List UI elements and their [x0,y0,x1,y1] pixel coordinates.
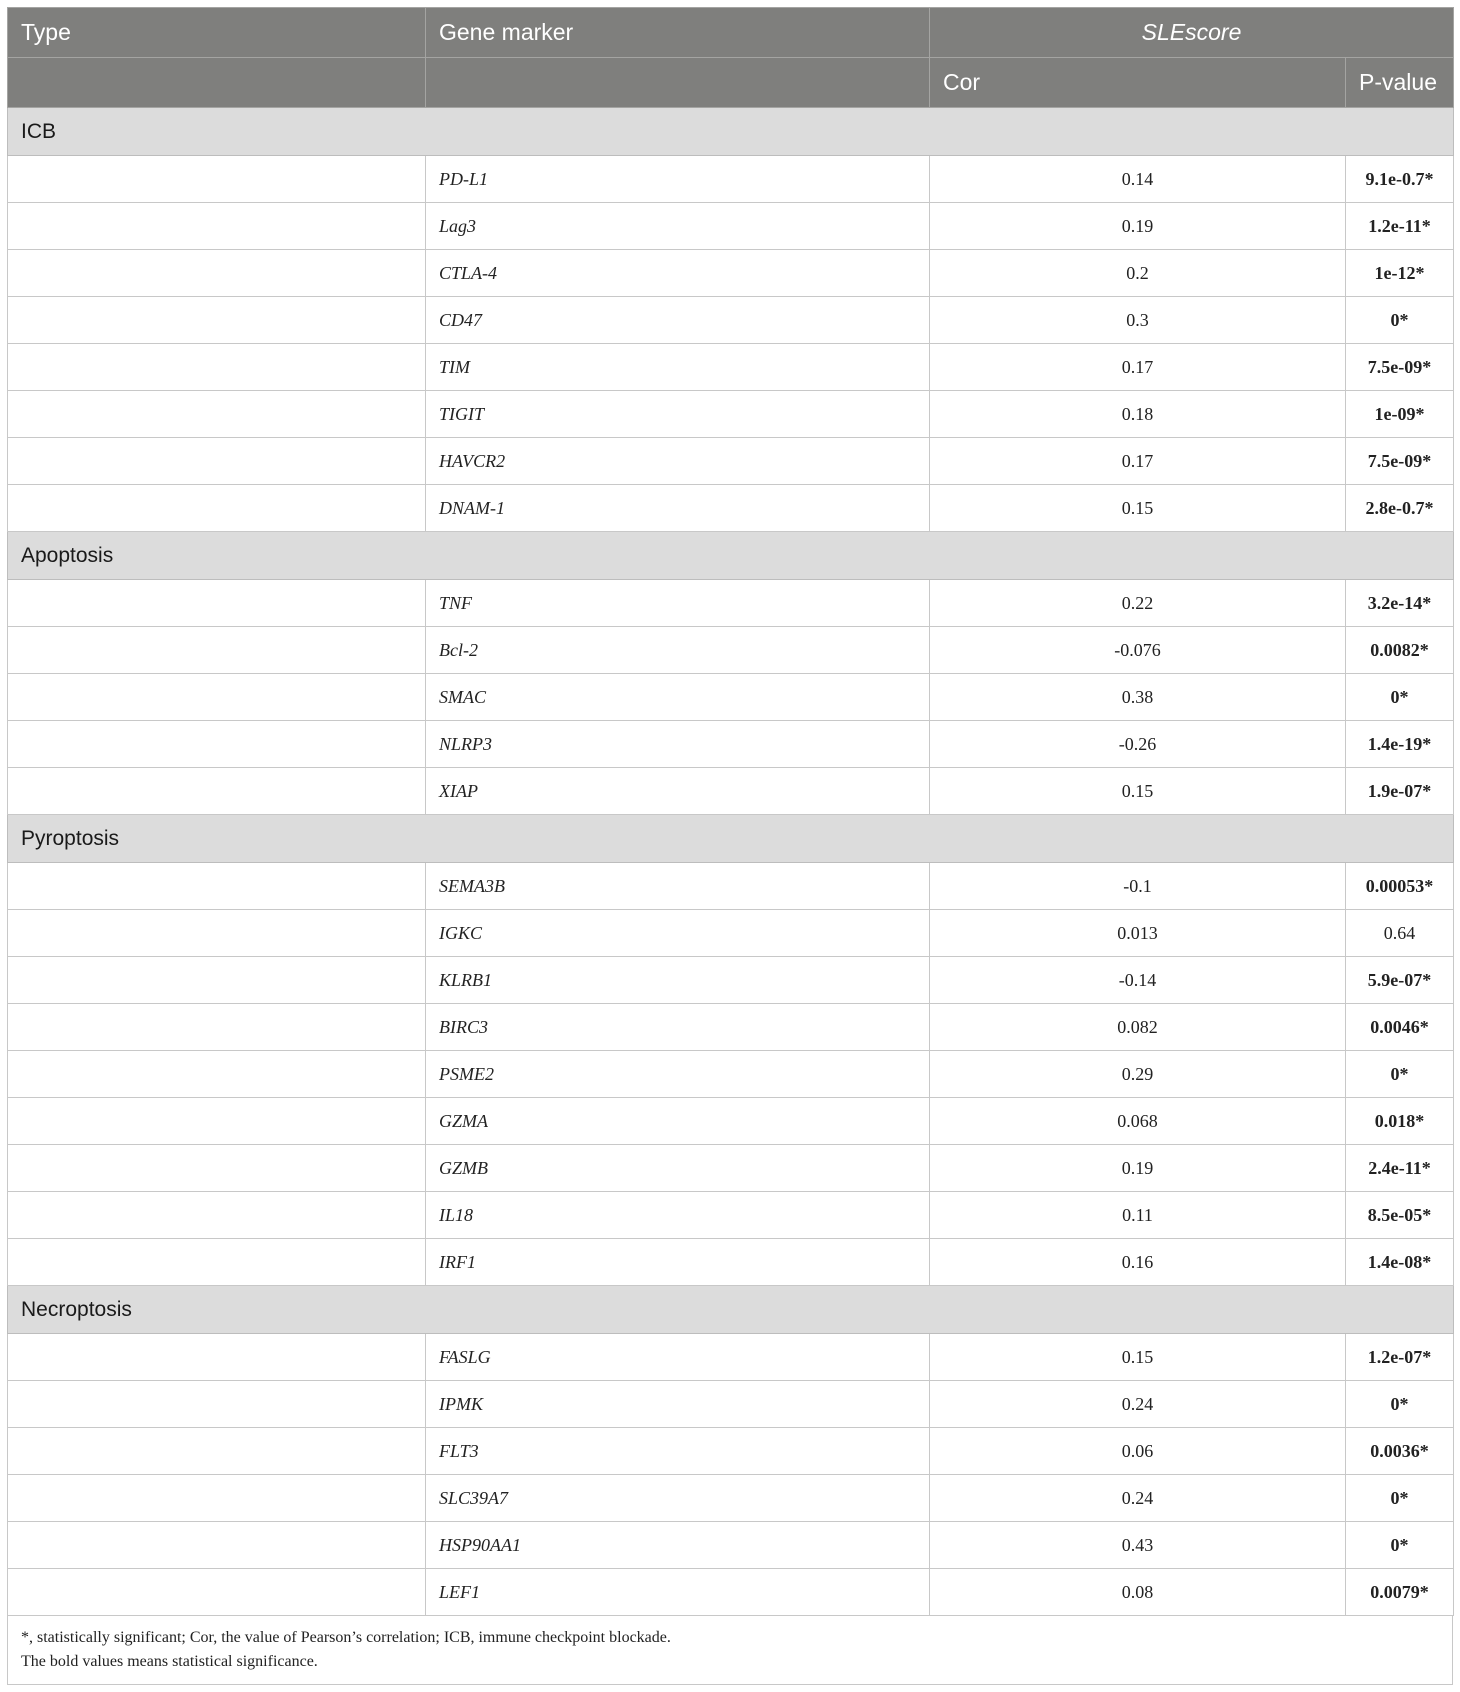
table-row [8,674,1454,721]
cor-cell: 0.43 [930,1522,1346,1569]
type-cell [8,1381,426,1428]
pvalue-cell: 0* [1346,1381,1454,1428]
table-row [8,1428,1454,1475]
gene-cell: FASLG [426,1334,930,1381]
type-cell [8,438,426,485]
section-label: Pyroptosis [8,815,1454,863]
cor-cell: 0.06 [930,1428,1346,1475]
cor-cell: 0.15 [930,768,1346,815]
gene-cell: IGKC [426,910,930,957]
table-row [8,1051,1454,1098]
type-cell [8,1428,426,1475]
gene-cell: KLRB1 [426,957,930,1004]
gene-cell: PSME2 [426,1051,930,1098]
type-cell [8,1569,426,1616]
section-label: Apoptosis [8,532,1454,580]
table-row [8,156,1454,203]
cor-cell: 0.24 [930,1381,1346,1428]
pvalue-cell: 0.64 [1346,910,1454,957]
table-row [8,344,1454,391]
table-row [8,1145,1454,1192]
table-row [8,297,1454,344]
pvalue-cell: 9.1e-0.7* [1346,156,1454,203]
cor-cell: 0.15 [930,1334,1346,1381]
gene-cell: BIRC3 [426,1004,930,1051]
gene-cell: SEMA3B [426,863,930,910]
gene-cell: LEF1 [426,1569,930,1616]
pvalue-cell: 0.0079* [1346,1569,1454,1616]
gene-cell: IL18 [426,1192,930,1239]
pvalue-cell: 1.4e-19* [1346,721,1454,768]
cor-cell: 0.19 [930,1145,1346,1192]
pvalue-cell: 0* [1346,1522,1454,1569]
cor-cell: 0.082 [930,1004,1346,1051]
table-row [8,1569,1454,1616]
type-cell [8,1192,426,1239]
type-cell [8,1334,426,1381]
cor-cell: 0.11 [930,1192,1346,1239]
pvalue-cell: 8.5e-05* [1346,1192,1454,1239]
table-row [8,863,1454,910]
pvalue-cell: 1.9e-07* [1346,768,1454,815]
pvalue-cell: 2.8e-0.7* [1346,485,1454,532]
table-row [8,391,1454,438]
type-cell [8,250,426,297]
pvalue-cell: 0* [1346,1051,1454,1098]
type-cell [8,580,426,627]
gene-cell: PD-L1 [426,156,930,203]
gene-cell: IRF1 [426,1239,930,1286]
cor-cell: 0.29 [930,1051,1346,1098]
type-cell [8,203,426,250]
cor-cell: -0.14 [930,957,1346,1004]
table-wrapper [7,7,1453,1685]
header-pvalue: P-value [1346,58,1454,108]
table-row [8,1475,1454,1522]
table-body [8,108,1454,1616]
section-row [8,815,1454,863]
type-cell [8,485,426,532]
type-cell [8,297,426,344]
cor-cell: -0.076 [930,627,1346,674]
pvalue-cell: 1e-12* [1346,250,1454,297]
type-cell [8,1522,426,1569]
type-cell [8,1145,426,1192]
header-row-2 [8,58,1454,108]
type-cell [8,1239,426,1286]
gene-cell: SMAC [426,674,930,721]
table-row [8,1239,1454,1286]
pvalue-cell: 1.2e-11* [1346,203,1454,250]
cor-cell: 0.16 [930,1239,1346,1286]
pvalue-cell: 0.0082* [1346,627,1454,674]
gene-cell: GZMB [426,1145,930,1192]
cor-cell: 0.068 [930,1098,1346,1145]
gene-cell: TIM [426,344,930,391]
footnote-line-1: *, statistically significant; Cor, the value of Pearson’s correlation; ICB, immune checkpoint blockade. [21,1629,671,1646]
section-row [8,108,1454,156]
type-cell [8,1004,426,1051]
pvalue-cell: 0* [1346,674,1454,721]
table-row [8,1522,1454,1569]
type-cell [8,627,426,674]
header-row-1 [8,8,1454,58]
type-cell [8,863,426,910]
footnote-line-2: The bold values means statistical significance. [21,1653,318,1670]
pvalue-cell: 0.00053* [1346,863,1454,910]
gene-cell: XIAP [426,768,930,815]
table-row [8,580,1454,627]
type-cell [8,391,426,438]
cor-cell: 0.14 [930,156,1346,203]
table-row [8,485,1454,532]
table-row [8,1098,1454,1145]
table-row [8,1334,1454,1381]
pvalue-cell: 0.0046* [1346,1004,1454,1051]
pvalue-cell: 7.5e-09* [1346,438,1454,485]
section-row [8,1286,1454,1334]
cor-cell: 0.18 [930,391,1346,438]
gene-cell: TNF [426,580,930,627]
cor-cell: 0.19 [930,203,1346,250]
pvalue-cell: 0.0036* [1346,1428,1454,1475]
gene-cell: HAVCR2 [426,438,930,485]
cor-cell: -0.1 [930,863,1346,910]
gene-cell: SLC39A7 [426,1475,930,1522]
cor-cell: 0.17 [930,438,1346,485]
header-type: Type [8,8,426,58]
section-label: ICB [8,108,1454,156]
header-cor: Cor [930,58,1346,108]
pvalue-cell: 1.4e-08* [1346,1239,1454,1286]
pvalue-cell: 3.2e-14* [1346,580,1454,627]
pvalue-cell: 0* [1346,1475,1454,1522]
section-label: Necroptosis [8,1286,1454,1334]
table-row [8,250,1454,297]
section-row [8,532,1454,580]
table-row [8,438,1454,485]
type-cell [8,910,426,957]
pvalue-cell: 1e-09* [1346,391,1454,438]
header-slescore: SLEscore [930,8,1454,58]
gene-cell: FLT3 [426,1428,930,1475]
gene-cell: Bcl-2 [426,627,930,674]
pvalue-cell: 0.018* [1346,1098,1454,1145]
type-cell [8,1475,426,1522]
cor-cell: 0.38 [930,674,1346,721]
gene-cell: CTLA-4 [426,250,930,297]
type-cell [8,156,426,203]
gene-cell: GZMA [426,1098,930,1145]
header-empty-2 [426,58,930,108]
cor-cell: 0.24 [930,1475,1346,1522]
type-cell [8,1098,426,1145]
type-cell [8,1051,426,1098]
table-row [8,910,1454,957]
gene-cell: TIGIT [426,391,930,438]
gene-cell: HSP90AA1 [426,1522,930,1569]
cor-cell: 0.17 [930,344,1346,391]
table-row [8,1381,1454,1428]
table-row [8,1192,1454,1239]
cor-cell: 0.013 [930,910,1346,957]
cor-cell: 0.15 [930,485,1346,532]
header-empty-1 [8,58,426,108]
header-gene-marker: Gene marker [426,8,930,58]
type-cell [8,721,426,768]
cor-cell: 0.3 [930,297,1346,344]
correlation-table [7,7,1454,1616]
gene-cell: CD47 [426,297,930,344]
cor-cell: 0.08 [930,1569,1346,1616]
table-footnote [7,1616,1453,1685]
pvalue-cell: 5.9e-07* [1346,957,1454,1004]
table-row [8,957,1454,1004]
table-row [8,721,1454,768]
gene-cell: Lag3 [426,203,930,250]
type-cell [8,768,426,815]
pvalue-cell: 7.5e-09* [1346,344,1454,391]
cor-cell: 0.22 [930,580,1346,627]
cor-cell: 0.2 [930,250,1346,297]
type-cell [8,957,426,1004]
table-row [8,627,1454,674]
cor-cell: -0.26 [930,721,1346,768]
type-cell [8,674,426,721]
table-row [8,1004,1454,1051]
gene-cell: DNAM-1 [426,485,930,532]
pvalue-cell: 1.2e-07* [1346,1334,1454,1381]
gene-cell: IPMK [426,1381,930,1428]
pvalue-cell: 0* [1346,297,1454,344]
pvalue-cell: 2.4e-11* [1346,1145,1454,1192]
gene-cell: NLRP3 [426,721,930,768]
table-row [8,203,1454,250]
type-cell [8,344,426,391]
table-row [8,768,1454,815]
